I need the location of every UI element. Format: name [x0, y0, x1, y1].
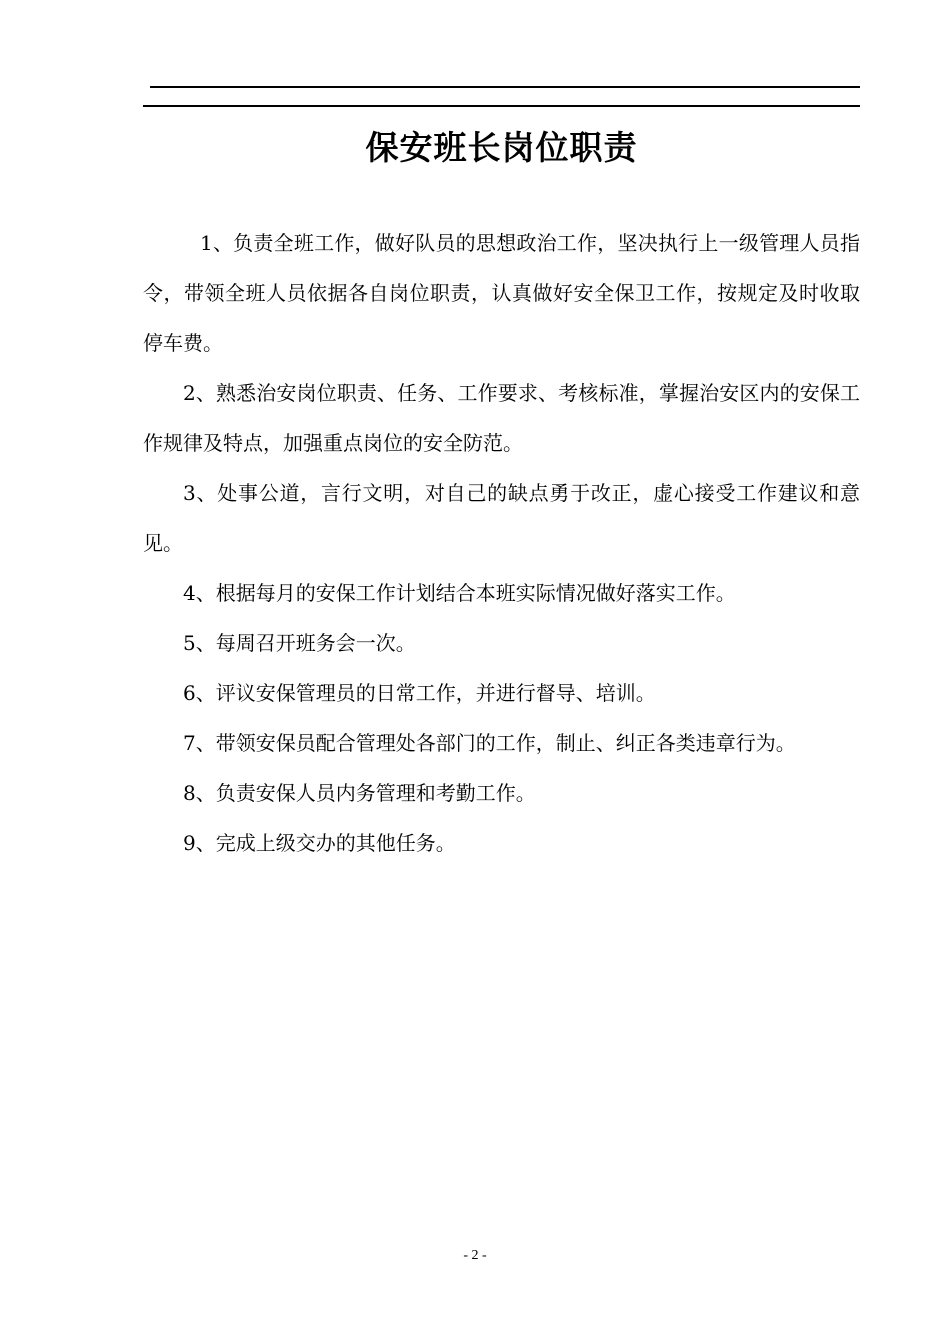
paragraph-5: 5、每周召开班务会一次。: [183, 631, 416, 655]
header-rule-bottom: [143, 105, 860, 107]
header-rule-top: [150, 86, 860, 88]
paragraph-8: 8、负责安保人员内务管理和考勤工作。: [183, 781, 536, 805]
paragraph-2: 2、熟悉治安岗位职责、任务、工作要求、考核标准，掌握治安区内的安保工作规律及特点，加强重点岗位的安全防范。: [143, 381, 860, 455]
paragraph-3: 3、处事公道，言行文明，对自己的缺点勇于改正，虚心接受工作建议和意见。: [143, 481, 860, 555]
document-title: 保安班长岗位职责: [365, 128, 638, 167]
page-number: - 2 -: [463, 1248, 487, 1263]
paragraph-6: 6、评议安保管理员的日常工作，并进行督导、培训。: [183, 681, 656, 705]
paragraph-1: 1、负责全班工作，做好队员的思想政治工作，坚决执行上一级管理人员指令，带领全班人员依据各自岗位职责，认真做好安全保卫工作，按规定及时收取停车费。: [143, 231, 860, 355]
paragraph-9: 9、完成上级交办的其他任务。: [183, 831, 456, 855]
paragraph-7: 7、带领安保员配合管理处各部门的工作，制止、纠正各类违章行为。: [183, 731, 796, 755]
paragraph-4: 4、根据每月的安保工作计划结合本班实际情况做好落实工作。: [183, 581, 736, 605]
document-body: [143, 218, 860, 868]
